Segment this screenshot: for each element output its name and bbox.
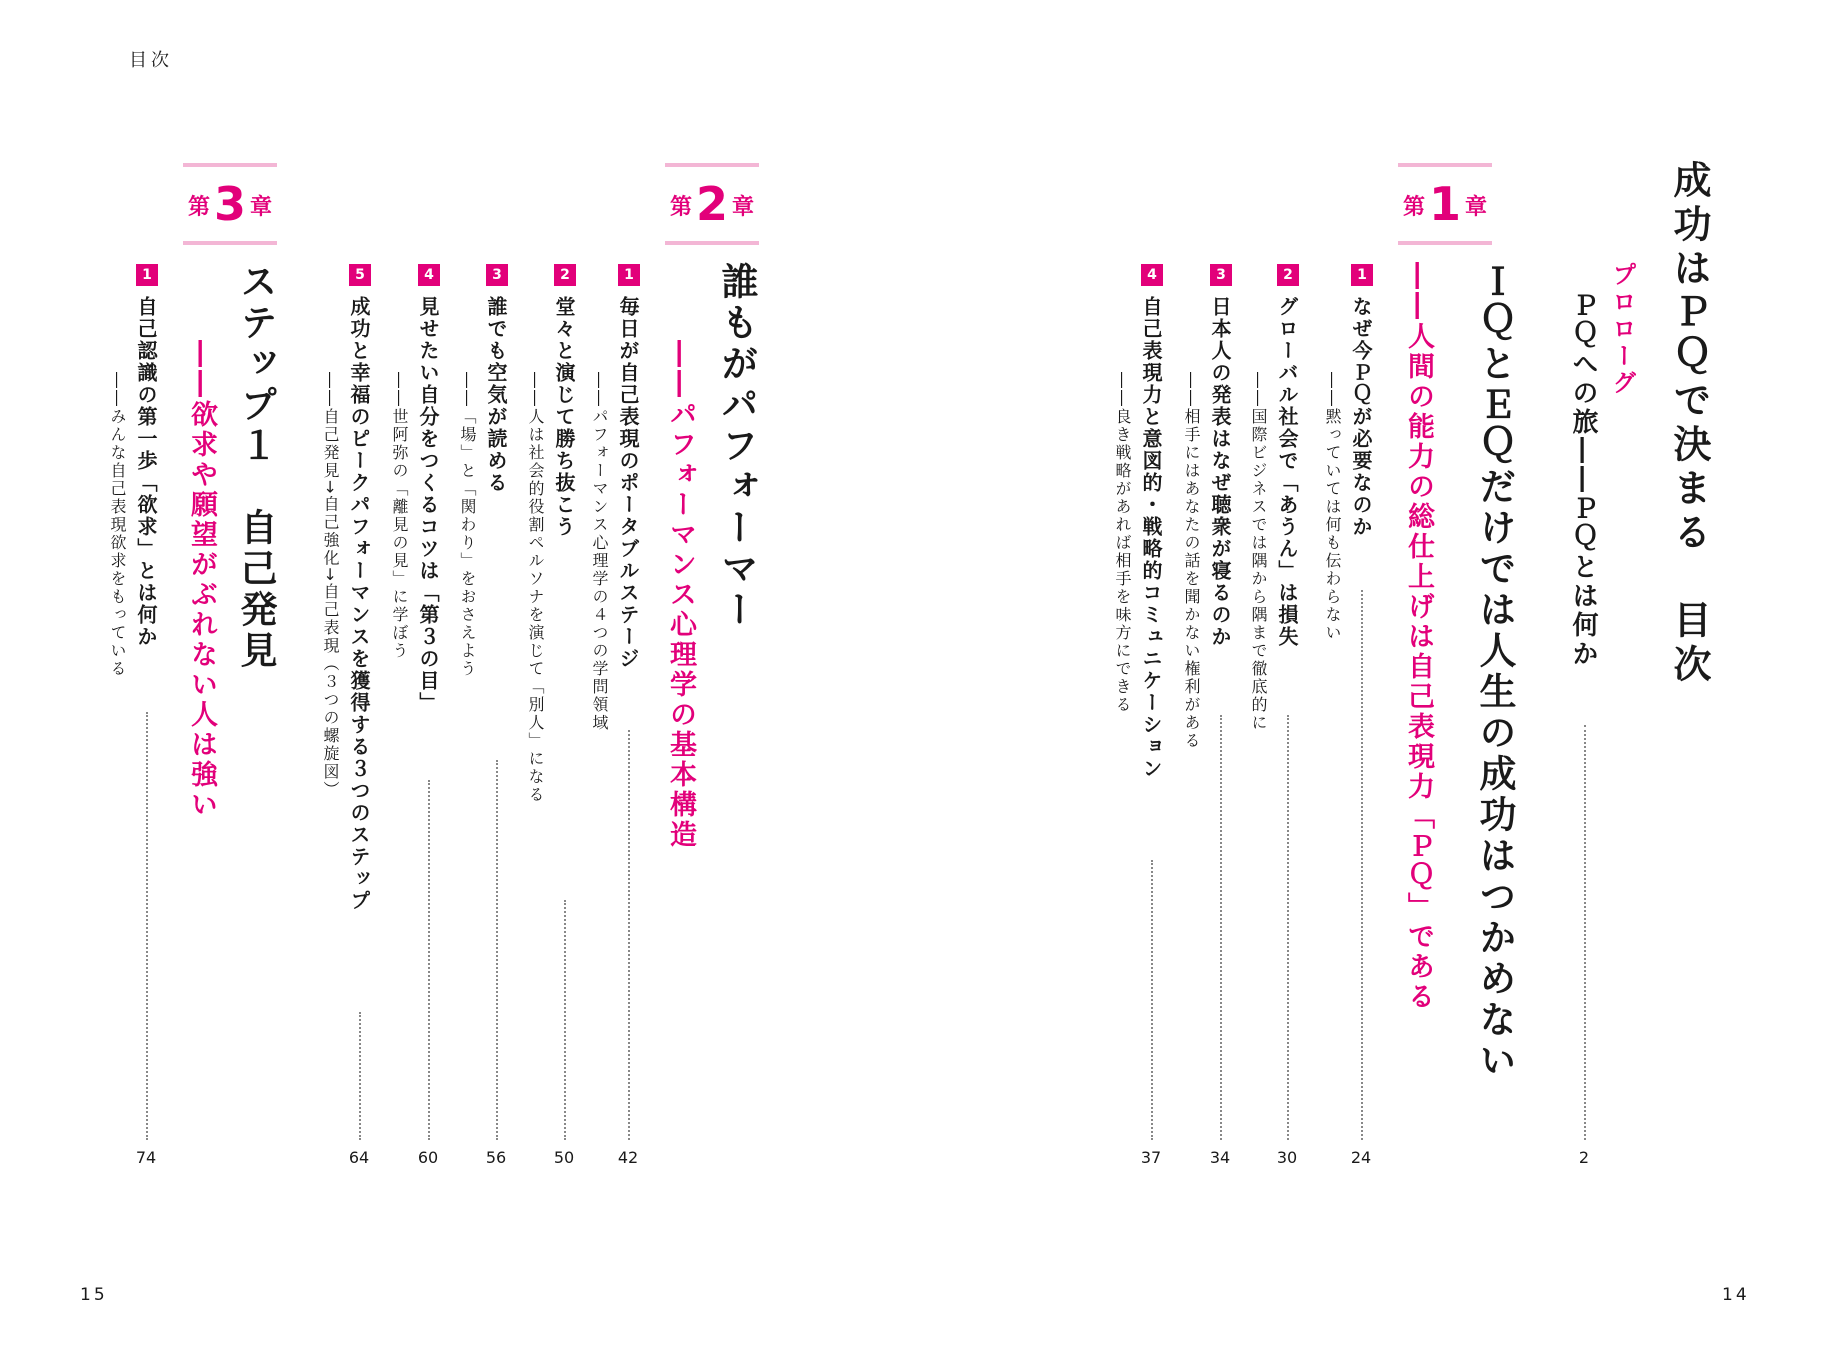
section-title: 誰でも空気が読める <box>484 296 508 494</box>
chapter-rule-bottom <box>665 241 759 245</box>
section-leader <box>1287 715 1289 1140</box>
section-subtitle: ――黙っていては何も伝わらない <box>1323 372 1342 642</box>
section-badge: 1 <box>136 264 158 286</box>
chapter-1-heading <box>1398 163 1492 243</box>
section-page: 42 <box>617 1148 639 1167</box>
section-page: 37 <box>1140 1148 1162 1167</box>
section-title: 自己認識の第一歩「欲求」とは何か <box>134 296 158 648</box>
section-page: 64 <box>348 1148 370 1167</box>
section-badge: 1 <box>618 264 640 286</box>
chapter-2-title: 誰もがパフォーマー <box>715 262 758 631</box>
section-title: 自己表現力と意図的・戦略的コミュニケーション <box>1139 296 1163 780</box>
chapter-rule-bottom <box>1398 241 1492 245</box>
prologue-leader <box>1584 725 1586 1140</box>
section-subtitle: ――世阿弥の「離見の見」に学ぼう <box>390 372 409 660</box>
section-leader <box>564 900 566 1140</box>
chapter-number: 1 <box>1428 177 1461 231</box>
chapter-suffix: 章 <box>250 195 273 220</box>
running-head: 目次 <box>129 50 173 71</box>
section-page: 74 <box>135 1148 157 1167</box>
chapter-rule-bottom <box>183 241 277 245</box>
chapter-prefix: 第 <box>669 195 692 220</box>
section-title: 見せたい自分をつくるコツは「第３の目」 <box>416 296 440 714</box>
chapter-prefix: 第 <box>1402 195 1425 220</box>
section-badge: 4 <box>1141 264 1163 286</box>
section-title: 日本人の発表はなぜ聴衆が寝るのか <box>1208 296 1232 648</box>
section-badge: 3 <box>1210 264 1232 286</box>
chapter-2-subtitle: ――パフォーマンス心理学の基本構造 <box>665 340 696 850</box>
section-badge: 3 <box>486 264 508 286</box>
section-leader <box>1151 860 1153 1140</box>
chapter-2-heading <box>665 163 759 243</box>
chapter-3-heading <box>183 163 277 243</box>
section-leader <box>628 730 630 1140</box>
section-title: グローバル社会で「あうん」は損失 <box>1275 296 1299 648</box>
page-number-left: 15 <box>80 1285 108 1305</box>
section-title: 成功と幸福のピークパフォーマンスを獲得する３つのステップ <box>347 296 371 912</box>
chapter-rule-top <box>183 163 277 167</box>
section-leader <box>1220 715 1222 1140</box>
section-page: 24 <box>1350 1148 1372 1167</box>
chapter-rule-top <box>1398 163 1492 167</box>
section-page: 34 <box>1209 1148 1231 1167</box>
chapter-3-title: ステップ１ 自己発見 <box>234 262 277 672</box>
chapter-1-title: ＩＱとＥＱだけでは人生の成功はつかめない <box>1473 262 1516 1082</box>
chapter-suffix: 章 <box>732 195 755 220</box>
section-badge: 5 <box>349 264 371 286</box>
section-page: 56 <box>485 1148 507 1167</box>
chapter-3-subtitle: ――欲求や願望がぶれない人は強い <box>186 340 217 820</box>
section-subtitle: ――パフォーマンス心理学の４つの学問領域 <box>590 372 609 732</box>
section-page: 30 <box>1276 1148 1298 1167</box>
section-title: 毎日が自己表現のポータブルステージ <box>616 296 640 670</box>
prologue-page: 2 <box>1578 1148 1590 1167</box>
section-leader <box>359 1012 361 1140</box>
section-subtitle: ――みんな自己表現欲求をもっている <box>108 372 127 678</box>
chapter-1-subtitle: ――人間の能力の総仕上げは自己表現力「ＰＱ」である <box>1403 262 1434 1012</box>
section-subtitle: ――良き戦略があれば相手を味方にできる <box>1113 372 1132 714</box>
section-leader <box>146 712 148 1140</box>
section-subtitle: ――「場」と「関わり」をおさえよう <box>458 372 477 678</box>
section-badge: 2 <box>1277 264 1299 286</box>
chapter-number: 3 <box>213 177 246 231</box>
chapter-number: 2 <box>695 177 728 231</box>
section-badge: 1 <box>1351 264 1373 286</box>
section-title: 堂々と演じて勝ち抜こう <box>552 296 576 538</box>
section-leader <box>428 780 430 1140</box>
section-subtitle: ――相手にはあなたの話を聞かない権利がある <box>1182 372 1201 750</box>
section-title: なぜ今ＰＱが必要なのか <box>1349 296 1373 538</box>
section-subtitle: ――国際ビジネスでは隅から隅まで徹底的に <box>1249 372 1268 732</box>
section-subtitle: ――人は社会的役割ペルソナを演じて「別人」になる <box>526 372 545 804</box>
section-page: 60 <box>417 1148 439 1167</box>
section-leader <box>1361 590 1363 1140</box>
chapter-suffix: 章 <box>1465 195 1488 220</box>
section-leader <box>496 760 498 1140</box>
section-subtitle: ――自己発見→自己強化→自己表現（３つの螺旋図） <box>321 372 340 799</box>
prologue-title: ＰＱへの旅――ＰＱとは何か <box>1568 292 1598 669</box>
chapter-rule-top <box>665 163 759 167</box>
book-title: 成功はＰＱで決まる 目次 <box>1667 160 1711 688</box>
page-number-right: 14 <box>1722 1285 1750 1305</box>
section-page: 50 <box>553 1148 575 1167</box>
section-badge: 2 <box>554 264 576 286</box>
chapter-prefix: 第 <box>187 195 210 220</box>
prologue-label: プロローグ <box>1608 262 1636 397</box>
section-badge: 4 <box>418 264 440 286</box>
